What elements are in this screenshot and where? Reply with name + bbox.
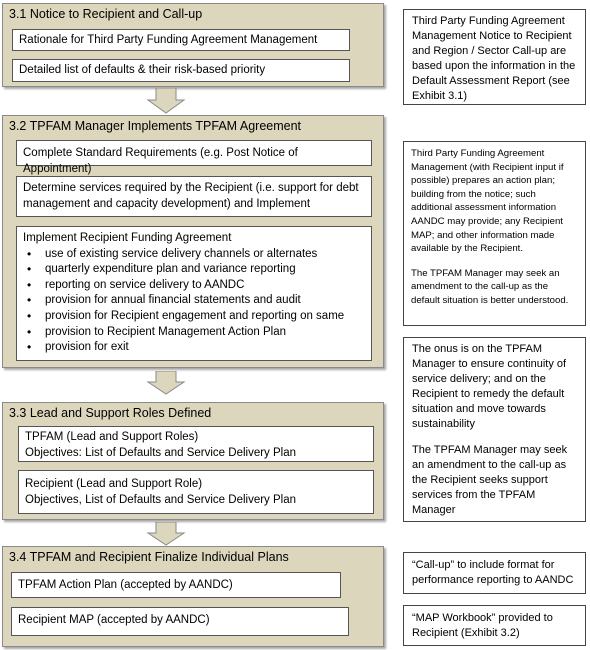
note-performance-reporting: “Call-up” to include format for performance reporting to AANDC xyxy=(403,552,586,594)
section-3-1-title: 3.1 Notice to Recipient and Call-up xyxy=(9,7,203,21)
section-3-2-title: 3.2 TPFAM Manager Implements TPFAM Agreement xyxy=(9,119,302,133)
note-action-plan-amendment: The TPFAM Manager may seek an amendment to the call-up as the default situation is better understood. xyxy=(411,267,569,306)
note-onus xyxy=(403,337,586,522)
section-3-1 xyxy=(2,3,384,87)
down-arrow-icon xyxy=(146,371,186,395)
section-3-3 xyxy=(2,402,384,520)
section-3-2 xyxy=(2,115,384,368)
implement-agreement-list xyxy=(23,247,365,356)
tpfam-action-plan-box: TPFAM Action Plan (accepted by AANDC) xyxy=(11,572,341,598)
recipient-map-box: Recipient MAP (accepted by AANDC) xyxy=(11,607,349,636)
list-item: • provision for annual financial statements and audit xyxy=(45,293,365,309)
list-item: • provision for Recipient engagement and reporting on same xyxy=(45,309,365,325)
standard-requirements-box: Complete Standard Requirements (e.g. Post Notice of Appointment) xyxy=(16,140,372,166)
note-call-up-basis: Third Party Funding Agreement Management Notice to Recipient and Region / Sector Call-up are based upon the information in the Default Assessment Report (see Exhibit 3.1) xyxy=(403,9,586,105)
down-arrow-icon xyxy=(146,522,186,546)
rationale-box: Rationale for Third Party Funding Agreement Management xyxy=(12,29,350,51)
recipient-roles-box xyxy=(18,470,374,514)
tpfam-roles-label: TPFAM (Lead and Support Roles) xyxy=(25,431,199,443)
recipient-objectives-label: Objectives, List of Defaults and Service Delivery Plan xyxy=(25,494,297,506)
section-3-4-title: 3.4 TPFAM and Recipient Finalize Individual Plans xyxy=(9,550,289,564)
note-action-plan xyxy=(403,141,586,326)
implement-agreement-box xyxy=(16,226,372,361)
section-3-4 xyxy=(2,546,384,647)
defaults-list-box: Detailed list of defaults & their risk-based priority xyxy=(12,59,350,82)
list-item: • use of existing service delivery channels or alternates xyxy=(45,247,365,263)
list-item: • provision for exit xyxy=(45,340,365,356)
section-3-3-title: 3.3 Lead and Support Roles Defined xyxy=(9,406,212,420)
implement-agreement-heading: Implement Recipient Funding Agreement xyxy=(23,232,232,244)
determine-services-box: Determine services required by the Recipient (i.e. support for debt management and capacity development) and Implement xyxy=(16,176,372,217)
list-item: • quarterly expenditure plan and variance reporting xyxy=(45,262,365,278)
note-action-plan-text: Third Party Funding Agreement Management (with Recipient input if possible) prepares an action plan; building from the notice; such additional assessment information AANDC may provide; any Recipient MAP; and other information made available by the Recipient. xyxy=(411,148,564,255)
list-item: • provision to Recipient Management Action Plan xyxy=(45,325,365,341)
note-onus-text: The onus is on the TPFAM Manager to ensure continuity of service delivery; and on the Recipient to remedy the default situation and move towards sustainability xyxy=(412,343,567,430)
tpfam-roles-box xyxy=(18,426,374,462)
list-item: • reporting on service delivery to AANDC xyxy=(45,278,365,294)
tpfam-objectives-label: Objectives: List of Defaults and Service Delivery Plan xyxy=(25,447,297,459)
note-map-workbook: “MAP Workbook” provided to Recipient (Exhibit 3.2) xyxy=(403,605,586,646)
note-onus-amendment: The TPFAM Manager may seek an amendment to the call-up as the Recipient seeks support services from the TPFAM Manager xyxy=(412,444,568,516)
down-arrow-icon xyxy=(146,88,186,114)
recipient-roles-label: Recipient (Lead and Support Role) xyxy=(25,478,203,490)
